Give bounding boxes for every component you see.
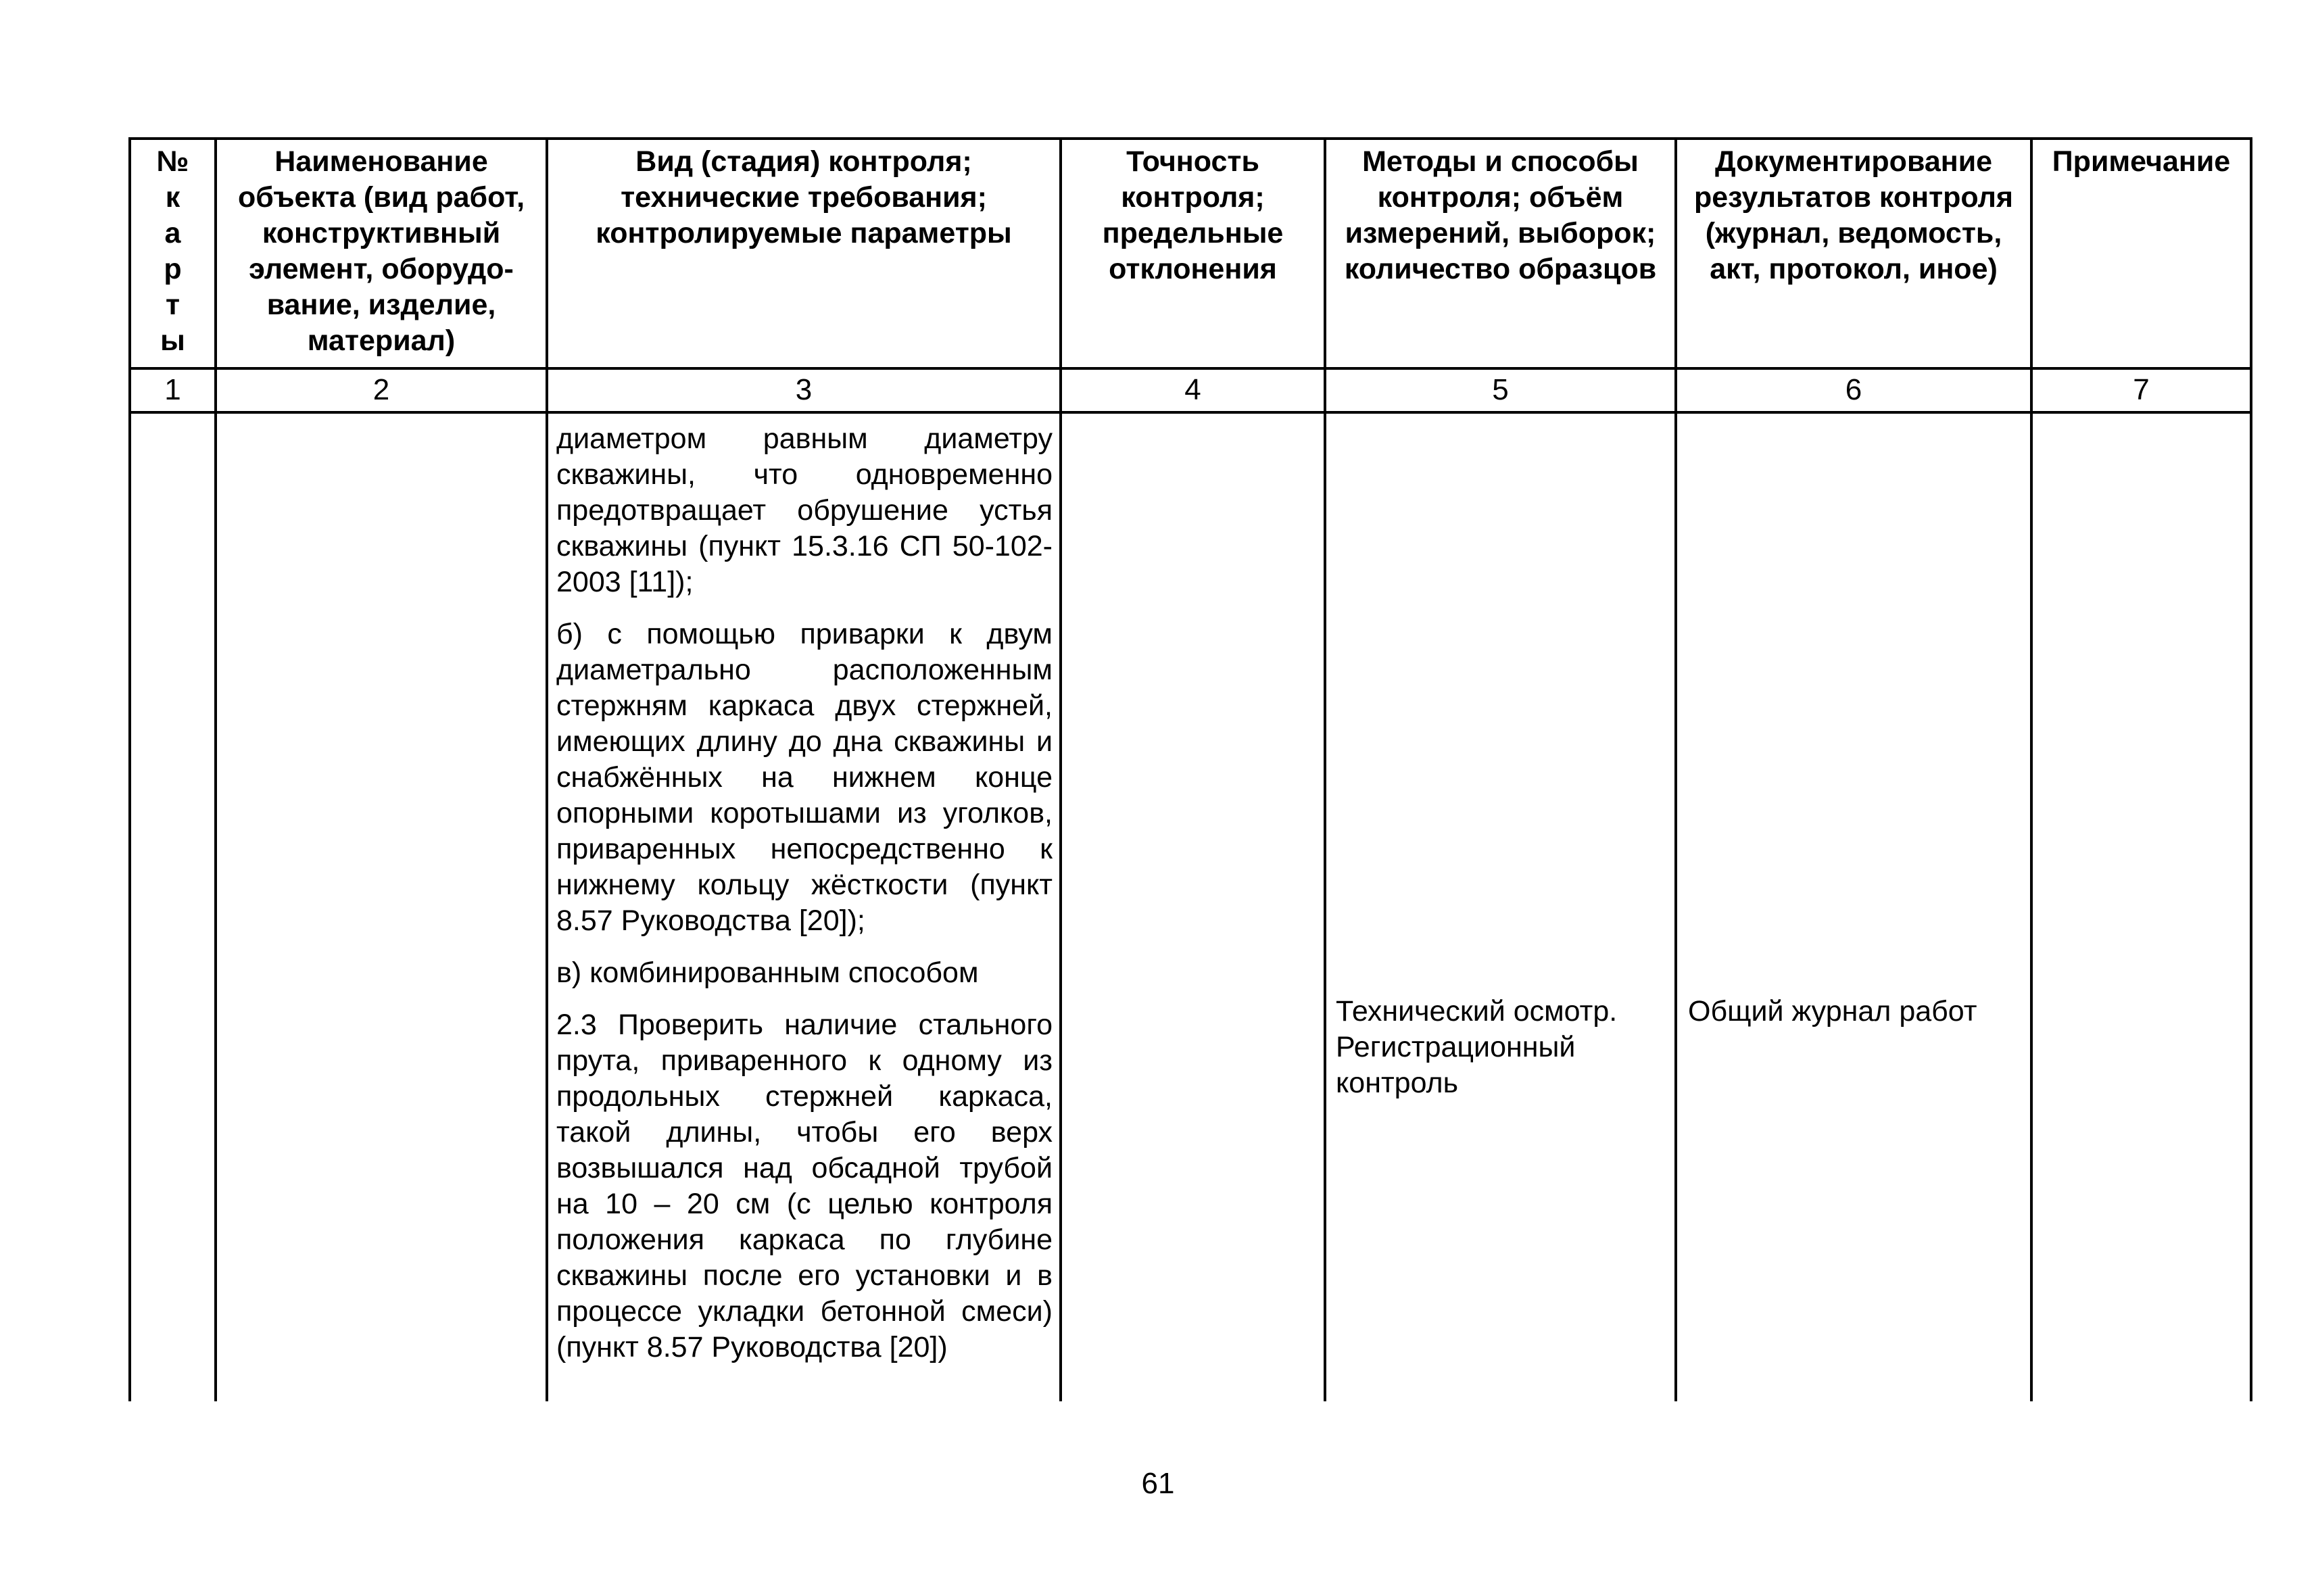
header-accuracy: Точность контроля; предельные отклонения bbox=[1102, 145, 1284, 285]
col-divider-3 bbox=[1059, 137, 1062, 1401]
column-number-5: 5 bbox=[1492, 373, 1509, 406]
column-number-4: 4 bbox=[1184, 373, 1201, 406]
header-note: Примечание bbox=[2052, 145, 2231, 178]
header-documentation: Документирование результатов контроля (журнал, ведомость, акт, протокол, иное) bbox=[1693, 145, 2014, 285]
header-methods: Методы и способы контроля; объём измерений, выборок; количество образцов bbox=[1344, 145, 1657, 285]
requirement-paragraph: диаметром равным диаметру скважины, что одновременно предотвращает обрушение устья скважины (пункт 15.3.16 СП 50-102-2003 [11]); bbox=[556, 422, 1053, 598]
numbers-row-bottom-border bbox=[128, 411, 2252, 414]
col-divider-2 bbox=[546, 137, 548, 1401]
header-control-type: Вид (стадия) контроля; технические требования; контролируемые параметры bbox=[596, 145, 1012, 249]
column-number-3: 3 bbox=[795, 373, 813, 406]
requirement-paragraph: б) с помощью приварки к двум диаметрально расположенным стержням каркаса двух стержней, имеющих длину до дна скважины и снабжённых на нижнем конце опорными коротышами из уголков, приваренных непосредственно к нижнему кольцу жёсткости (пункт 8.57 Руководства [20]); bbox=[556, 618, 1053, 937]
control-methods-text bbox=[1336, 994, 1667, 1101]
column-number-2: 2 bbox=[372, 373, 390, 406]
header-object-name: Наименование объекта (вид работ, конструктивный элемент, оборудо- вание, изделие, материал) bbox=[237, 145, 525, 357]
col-divider-4 bbox=[1324, 137, 1326, 1401]
control-table bbox=[128, 137, 2252, 1401]
table-top-border bbox=[128, 137, 2252, 140]
requirement-paragraph: 2.3 Проверить наличие стального прута, приваренного к одному из продольных стержней каркаса, такой длины, чтобы его верх возвышался над обсадной трубой на 10 – 20 см (с целью контроля положения каркаса по глубине скважины после его установки и в процессе укладки бетонной смеси) (пункт 8.57 Руководства [20]) bbox=[556, 1009, 1053, 1363]
page-number: 61 bbox=[1141, 1467, 1175, 1500]
table-right-border bbox=[2250, 137, 2252, 1401]
methods-line: Технический осмотр. bbox=[1336, 995, 1618, 1027]
col-divider-5 bbox=[1674, 137, 1677, 1401]
column-number-1: 1 bbox=[164, 373, 181, 406]
methods-line: Регистрационный контроль bbox=[1336, 1031, 1576, 1099]
requirement-paragraph: в) комбинированным способом bbox=[556, 957, 979, 989]
column-number-7: 7 bbox=[2133, 373, 2150, 406]
control-requirements-text bbox=[556, 421, 1053, 1365]
documentation-text: Общий журнал работ bbox=[1688, 995, 1977, 1027]
column-number-6: 6 bbox=[1845, 373, 1862, 406]
col-divider-6 bbox=[2030, 137, 2033, 1401]
header-card-number: № к а р т ы bbox=[156, 145, 189, 357]
